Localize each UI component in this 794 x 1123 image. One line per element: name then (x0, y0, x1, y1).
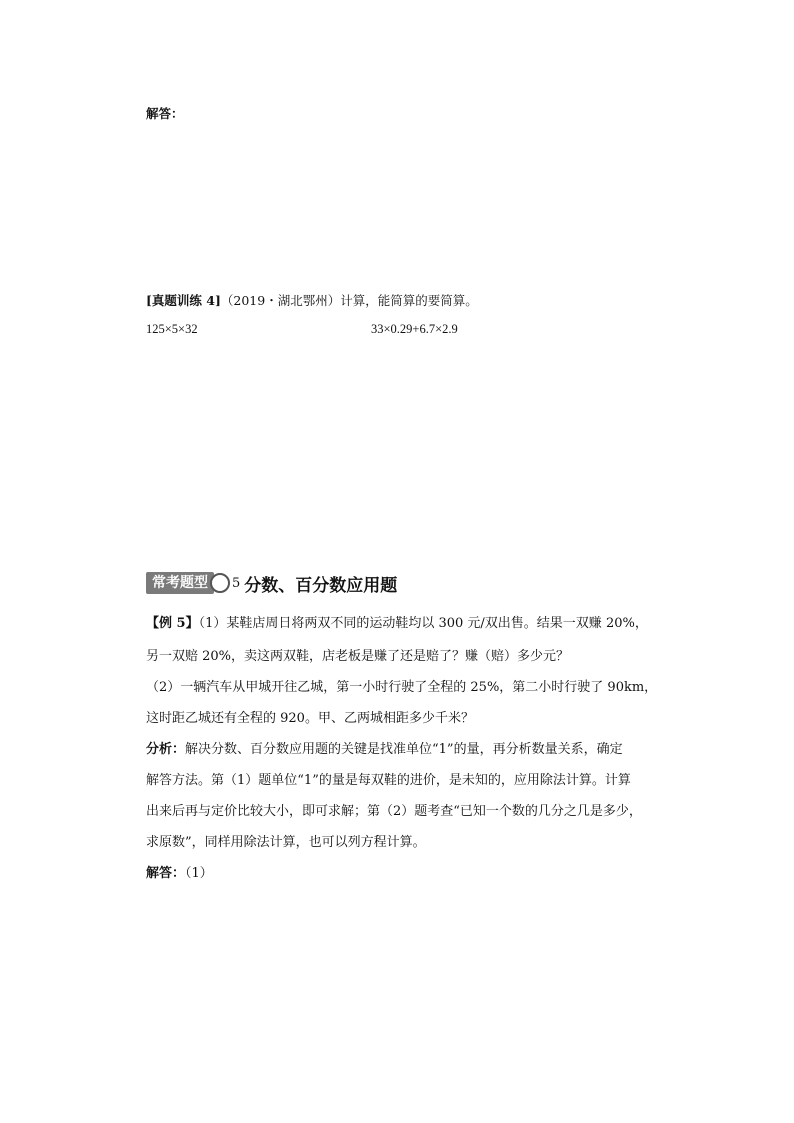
training-question (146, 291, 478, 309)
analysis-label: 分析： (146, 742, 186, 757)
example-tag: 【例 5】 (146, 616, 199, 631)
answer-text-2: （1） (185, 866, 213, 881)
example-p2-line2: 这时距乙城还有全程的 920。甲、乙两城相距多少千米？ (146, 711, 474, 726)
training-tag: [真题训练 4] (146, 293, 221, 308)
section-badge: 常考题型 (146, 572, 214, 594)
training-instruction: 计算，能简算的要简算。 (340, 293, 478, 308)
training-source: （2019・湖北鄂州） (220, 293, 341, 308)
analysis-text-1: 解决分数、百分数应用题的关键是找准单位“1”的量，再分析数量关系，确定 (185, 742, 623, 757)
analysis-line-1 (146, 738, 623, 757)
example-p1-line2: 另一双赔 20%，卖这两双鞋，店老板是赚了还是赔了？赚（赔）多少元？ (146, 649, 570, 664)
answer-label-2: 解答： (146, 866, 186, 881)
example-p2-line1: （2）一辆汽车从甲城开往乙城，第一小时行驶了全程的 25%，第二小时行驶了 90km， (146, 680, 658, 695)
expression-2: 33×0.29+6.7×2.9 (371, 322, 458, 336)
analysis-line-2: 解答方法。第（1）题单位“1”的量是每双鞋的进价，是未知的，应用除法计算。计算 (146, 773, 631, 788)
answer-label: 解答： (146, 106, 184, 121)
analysis-line-3: 出来后再与定价比较大小，即可求解；第（2）题考查“已知一个数的几分之几是多少， (146, 804, 642, 819)
section-header (146, 570, 397, 596)
example-line-1 (146, 612, 648, 631)
expression-1: 125×5×32 (146, 322, 198, 336)
section-number: 5 (232, 575, 241, 591)
circle-icon (210, 573, 230, 593)
answer-2 (146, 862, 213, 881)
example-p1-line1: （1）某鞋店周日将两双不同的运动鞋均以 300 元/双出售。结果一双赚 20%， (198, 616, 648, 631)
section-title: 分数、百分数应用题 (244, 575, 398, 596)
analysis-line-4: 求原数”，同样用除法计算，也可以列方程计算。 (146, 835, 426, 850)
